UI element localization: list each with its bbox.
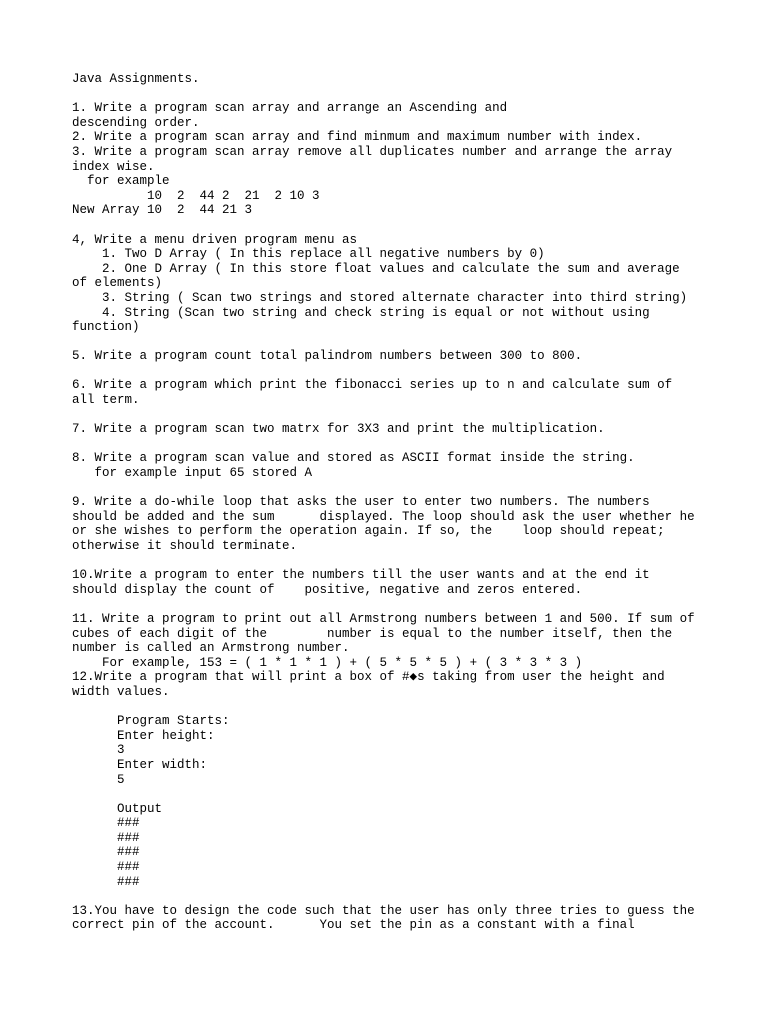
text-line: should display the count of positive, negative and zeros entered. xyxy=(72,582,583,597)
text-line: 6. Write a program which print the fibonacci series up to n and calculate sum of xyxy=(72,378,673,393)
text-line: For example, 153 = ( 1 * 1 * 1 ) + ( 5 * 5 * 5 ) + ( 3 * 3 * 3 ) xyxy=(72,655,583,670)
text-line: 3. Write a program scan array remove all duplicates number and arrange the array xyxy=(72,144,673,159)
text-line: 10.Write a program to enter the numbers till the user wants and at the end it xyxy=(72,568,650,583)
text-line xyxy=(72,408,712,423)
text-line: Output xyxy=(72,801,163,816)
text-line: width values. xyxy=(72,684,170,699)
text-line: 3 xyxy=(72,743,125,758)
text-line: 13.You have to design the code such that the user has only three tries to guess the xyxy=(72,903,695,918)
text-line xyxy=(72,889,712,904)
text-line xyxy=(72,597,712,612)
text-line xyxy=(72,787,712,802)
text-line: 3. String ( Scan two strings and stored alternate character into third string) xyxy=(72,290,688,305)
text-line: 5 xyxy=(72,772,125,787)
text-line xyxy=(72,437,712,452)
text-line: descending order. xyxy=(72,115,200,130)
text-line xyxy=(72,218,712,233)
text-line: 7. Write a program scan two matrx for 3X3 and print the multiplication. xyxy=(72,422,605,437)
text-line: Enter width: xyxy=(72,757,208,772)
text-line xyxy=(72,87,712,102)
text-line: correct pin of the account. You set the pin as a constant with a final xyxy=(72,918,635,933)
text-line xyxy=(72,700,712,715)
text-line: Java Assignments. xyxy=(72,72,200,86)
text-line: 9. Write a do-while loop that asks the user to enter two numbers. The numbers xyxy=(72,495,650,510)
text-line: number is called an Armstrong number. xyxy=(72,641,350,656)
text-line: all term. xyxy=(72,393,140,408)
text-line: ### xyxy=(72,845,140,860)
text-line: should be added and the sum displayed. The loop should ask the user whether he xyxy=(72,509,695,524)
text-line: ### xyxy=(72,830,140,845)
text-line: otherwise it should terminate. xyxy=(72,539,298,553)
text-line: for example input 65 stored A xyxy=(72,466,313,481)
text-line: function) xyxy=(72,320,140,335)
text-line xyxy=(72,364,712,379)
text-line: Enter height: xyxy=(72,728,215,743)
text-line: 8. Write a program scan value and stored as ASCII format inside the string. xyxy=(72,451,635,466)
text-line: cubes of each digit of the number is equal to the number itself, then the xyxy=(72,626,673,641)
text-line: ### xyxy=(72,860,140,875)
text-line: 1. Write a program scan array and arrange an Ascending and xyxy=(72,101,508,116)
text-line xyxy=(72,554,712,569)
text-line: 10 2 44 2 21 2 10 3 xyxy=(72,188,320,203)
text-line: or she wishes to perform the operation again. If so, the loop should repeat; xyxy=(72,524,665,539)
text-line: 1. Two D Array ( In this replace all negative numbers by 0) xyxy=(72,247,545,262)
text-line: 4, Write a menu driven program menu as xyxy=(72,232,358,247)
text-line: 5. Write a program count total palindrom numbers between 300 to 800. xyxy=(72,349,583,364)
text-line: 11. Write a program to print out all Armstrong numbers between 1 and 500. If sum of xyxy=(72,611,695,626)
text-line: for example xyxy=(72,174,170,189)
text-line: ### xyxy=(72,874,140,889)
text-line: 4. String (Scan two string and check string is equal or not without using xyxy=(72,305,650,320)
text-line: of elements) xyxy=(72,276,163,291)
text-line: 12.Write a program that will print a box of #◆s taking from user the height and xyxy=(72,670,665,685)
text-line: ### xyxy=(72,816,140,831)
document-body xyxy=(72,72,712,933)
text-line: index wise. xyxy=(72,159,155,174)
text-line: Program Starts: xyxy=(72,714,230,729)
text-line: 2. One D Array ( In this store float values and calculate the sum and average xyxy=(72,261,680,276)
text-line xyxy=(72,481,712,496)
text-line: New Array 10 2 44 21 3 xyxy=(72,203,253,218)
text-line: 2. Write a program scan array and find minmum and maximum number with index. xyxy=(72,130,643,145)
text-line xyxy=(72,335,712,350)
